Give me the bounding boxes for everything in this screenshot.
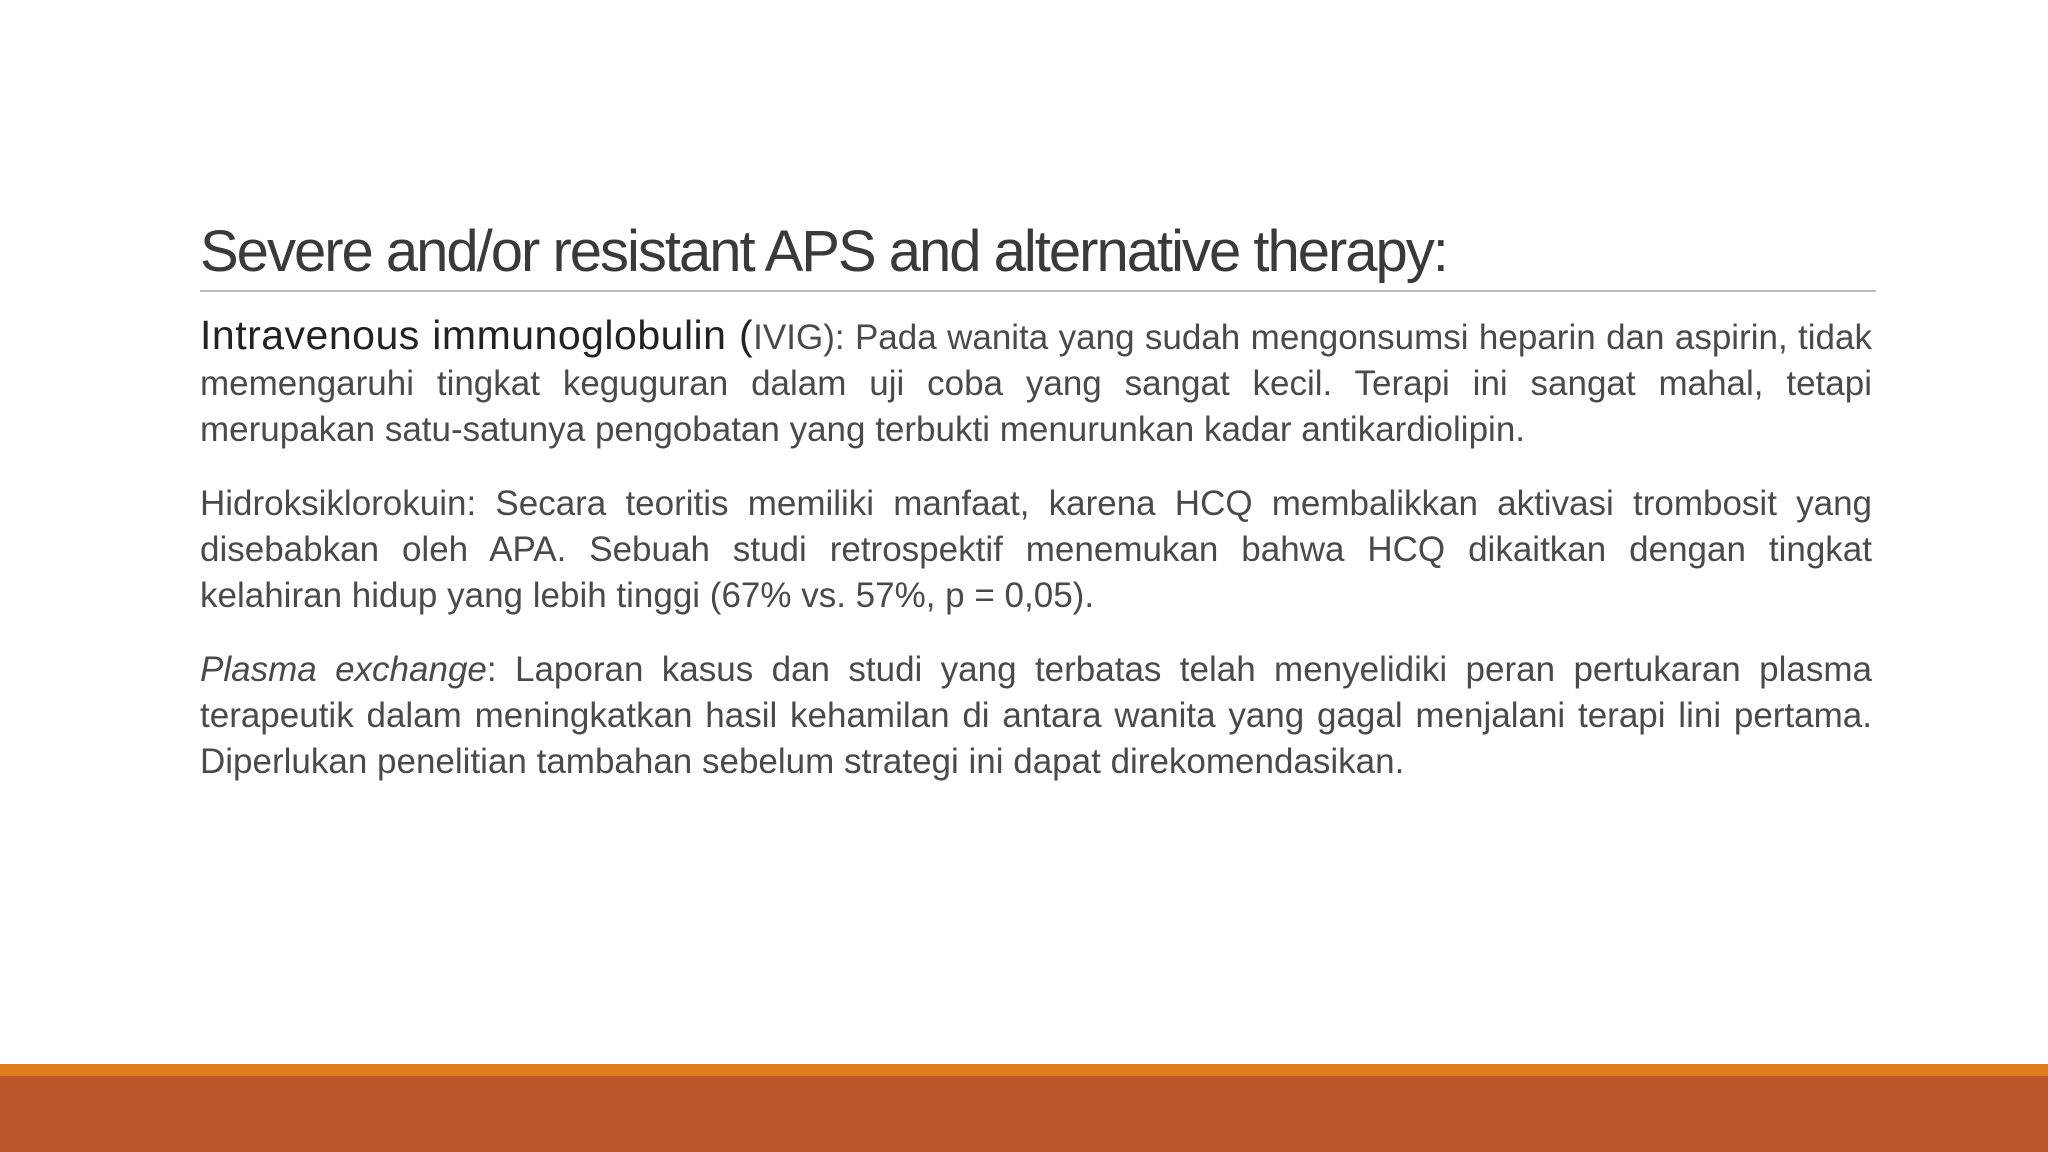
paragraph-ivig	[200, 312, 1872, 453]
title-divider	[200, 290, 1876, 292]
plasma-exchange-text: : Laporan kasus dan studi yang terbatas telah menyelidiki peran pertukaran plasma terapeutik dalam meningkatkan hasil kehamilan di antara wanita yang gagal menjalani terapi lini pertama. Diperlukan penelitian tambahan sebelum strategi ini dapat direkomendasikan.	[200, 650, 1872, 781]
ivig-heading: Intravenous immunoglobulin (	[200, 312, 754, 358]
slide-body	[200, 312, 1872, 813]
paragraph-plasma-exchange	[200, 647, 1872, 785]
footer-band	[0, 1076, 2048, 1152]
paragraph-hydroxychloroquine	[200, 481, 1872, 619]
footer-band-accent	[0, 1064, 2048, 1076]
slide-title: Severe and/or resistant APS and alternative therapy:	[200, 219, 1447, 284]
plasma-exchange-heading: Plasma exchange	[200, 650, 487, 689]
hydroxychloroquine-text: Hidroksiklorokuin: Secara teoritis memiliki manfaat, karena HCQ membalikkan aktivasi trombosit yang disebabkan oleh APA. Sebuah studi retrospektif menemukan bahwa HCQ dikaitkan dengan tingkat kelahiran hidup yang lebih tinggi (67% vs. 57%, p = 0,05).	[200, 484, 1872, 615]
ivig-text: IVIG): Pada wanita yang sudah mengonsumsi heparin dan aspirin, tidak memengaruhi tingkat keguguran dalam uji coba yang sangat kecil. Terapi ini sangat mahal, tetapi merupakan satu-satunya pengobatan yang terbukti menurunkan kadar antikardiolipin.	[200, 318, 1872, 449]
